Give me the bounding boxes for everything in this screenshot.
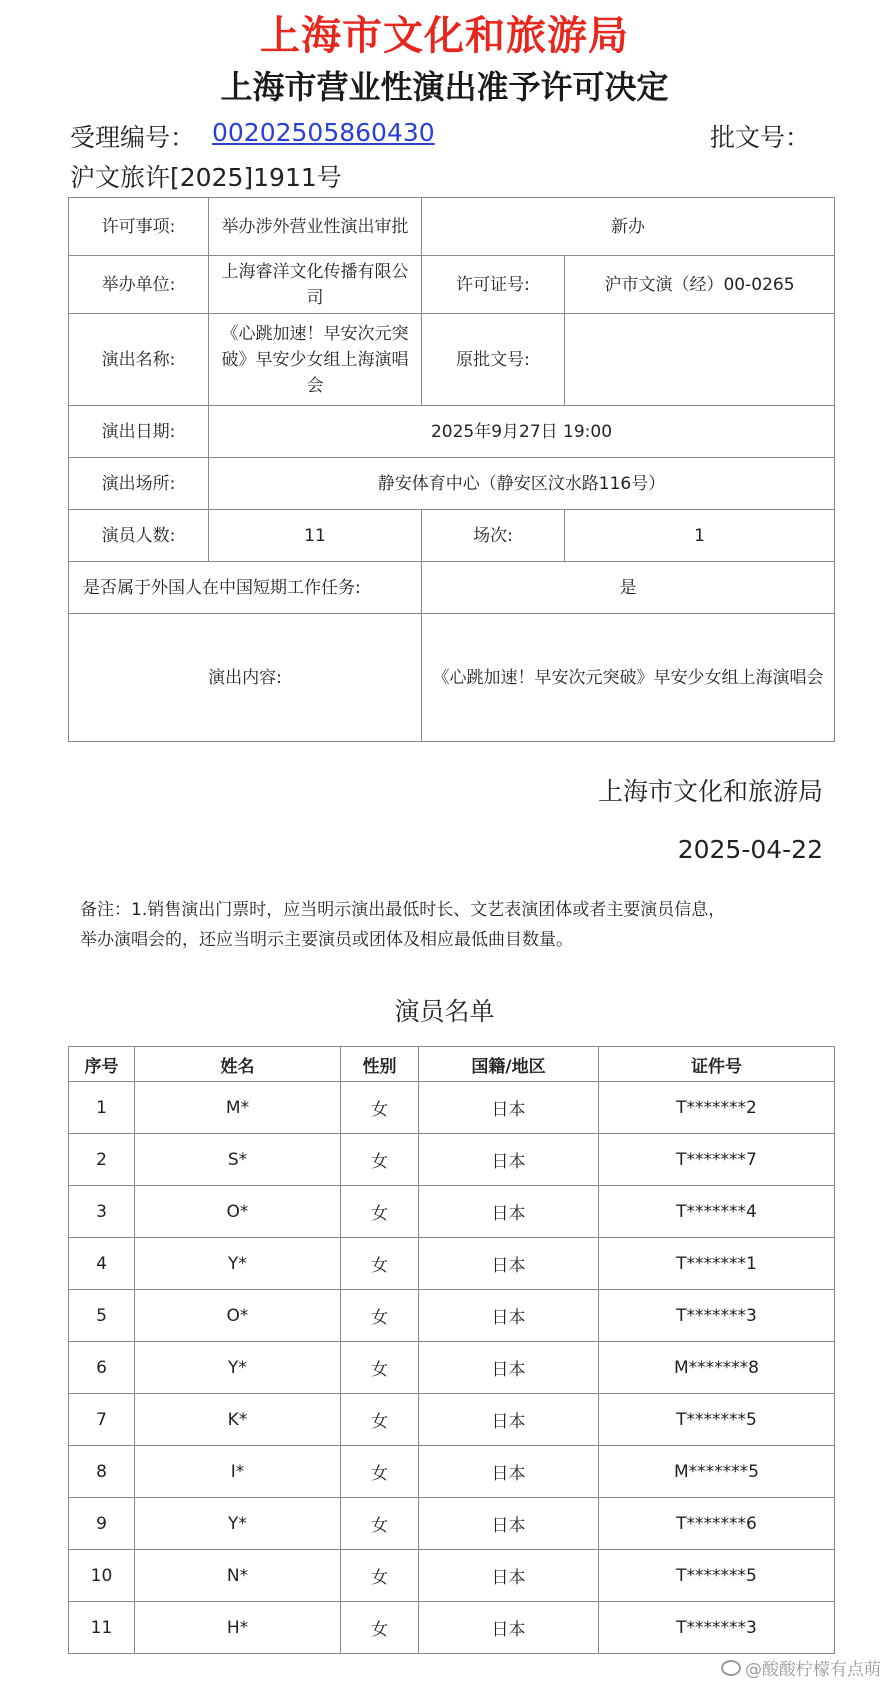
issuing-authority-title: 上海市文化和旅游局 xyxy=(260,13,629,59)
cell-id-number: T*******3 xyxy=(599,1290,835,1342)
col-header-nationality: 国籍/地区 xyxy=(419,1047,599,1082)
remarks xyxy=(80,895,820,955)
organizer-value: 上海睿洋文化传播有限公司 xyxy=(209,256,422,314)
sessions-label: 场次: xyxy=(422,510,565,562)
venue-label: 演出场所: xyxy=(69,458,209,510)
roster-header-row xyxy=(69,1047,835,1082)
performer-roster-title: 演员名单 xyxy=(394,997,495,1026)
cell-id-number: T*******1 xyxy=(599,1238,835,1290)
watermark xyxy=(721,1655,881,1680)
cell-nationality: 日本 xyxy=(419,1134,599,1186)
table-row xyxy=(69,1186,835,1238)
cell-gender: 女 xyxy=(341,1238,419,1290)
cell-nationality: 日本 xyxy=(419,1082,599,1134)
foreign-work-value: 是 xyxy=(422,562,835,614)
cell-nationality: 日本 xyxy=(419,1238,599,1290)
cell-gender: 女 xyxy=(341,1186,419,1238)
cell-name: O* xyxy=(135,1186,341,1238)
cell-gender: 女 xyxy=(341,1498,419,1550)
cell-gender: 女 xyxy=(341,1082,419,1134)
table-row xyxy=(69,1082,835,1134)
cell-index: 2 xyxy=(69,1134,135,1186)
cell-index: 4 xyxy=(69,1238,135,1290)
cell-index: 11 xyxy=(69,1602,135,1654)
performer-count-label: 演员人数: xyxy=(69,510,209,562)
cell-nationality: 日本 xyxy=(419,1602,599,1654)
weibo-icon xyxy=(721,1660,741,1676)
col-header-index: 序号 xyxy=(69,1047,135,1082)
permit-item-value: 举办涉外营业性演出审批 xyxy=(209,198,422,256)
sessions-value: 1 xyxy=(565,510,835,562)
table-row xyxy=(69,1394,835,1446)
cell-name: O* xyxy=(135,1290,341,1342)
cell-nationality: 日本 xyxy=(419,1290,599,1342)
cell-nationality: 日本 xyxy=(419,1342,599,1394)
organizer-label: 举办单位: xyxy=(69,256,209,314)
cell-index: 6 xyxy=(69,1342,135,1394)
show-content-value: 《心跳加速！早安次元突破》早安少女组上海演唱会 xyxy=(422,614,835,742)
permit-item-label: 许可事项: xyxy=(69,198,209,256)
table-row xyxy=(69,1134,835,1186)
remarks-line-2: 举办演唱会的，还应当明示主要演员或团体及相应最低曲目数量。 xyxy=(80,930,573,950)
watermark-text: @酸酸柠檬有点萌 xyxy=(745,1660,881,1680)
show-date-value: 2025年9月27日 19:00 xyxy=(209,406,835,458)
approval-number: 沪文旅许[2025]1911号 xyxy=(70,163,342,192)
cell-id-number: T*******5 xyxy=(599,1394,835,1446)
cell-index: 1 xyxy=(69,1082,135,1134)
show-name-value: 《心跳加速！早安次元突破》早安少女组上海演唱会 xyxy=(209,314,422,406)
table-row xyxy=(69,1498,835,1550)
cell-index: 10 xyxy=(69,1550,135,1602)
signing-date: 2025-04-22 xyxy=(677,835,823,864)
show-name-label: 演出名称: xyxy=(69,314,209,406)
cell-index: 9 xyxy=(69,1498,135,1550)
cell-gender: 女 xyxy=(341,1394,419,1446)
cell-index: 8 xyxy=(69,1446,135,1498)
cell-index: 7 xyxy=(69,1394,135,1446)
table-row xyxy=(69,1290,835,1342)
original-approval-value xyxy=(565,314,835,406)
cell-name: N* xyxy=(135,1550,341,1602)
cell-gender: 女 xyxy=(341,1550,419,1602)
cell-id-number: T*******6 xyxy=(599,1498,835,1550)
cell-id-number: M*******5 xyxy=(599,1446,835,1498)
cell-index: 5 xyxy=(69,1290,135,1342)
cell-id-number: T*******2 xyxy=(599,1082,835,1134)
cell-name: Y* xyxy=(135,1238,341,1290)
performer-count-value: 11 xyxy=(209,510,422,562)
acceptance-number-label: 受理编号： xyxy=(70,123,196,152)
table-row xyxy=(69,1602,835,1654)
signing-authority: 上海市文化和旅游局 xyxy=(597,777,823,806)
venue-value: 静安体育中心（静安区汶水路116号） xyxy=(209,458,835,510)
cell-id-number: T*******7 xyxy=(599,1134,835,1186)
show-date-label: 演出日期: xyxy=(69,406,209,458)
permit-info-table xyxy=(68,197,835,742)
cell-name: H* xyxy=(135,1602,341,1654)
cell-name: Y* xyxy=(135,1342,341,1394)
performer-roster-table xyxy=(68,1046,835,1654)
cell-gender: 女 xyxy=(341,1290,419,1342)
permit-type: 新办 xyxy=(422,198,835,256)
cell-nationality: 日本 xyxy=(419,1550,599,1602)
cell-gender: 女 xyxy=(341,1134,419,1186)
cell-id-number: T*******5 xyxy=(599,1550,835,1602)
cell-nationality: 日本 xyxy=(419,1498,599,1550)
col-header-id-number: 证件号 xyxy=(599,1047,835,1082)
cell-nationality: 日本 xyxy=(419,1186,599,1238)
approval-number-label: 批文号： xyxy=(710,123,811,152)
cell-name: Y* xyxy=(135,1498,341,1550)
cell-name: I* xyxy=(135,1446,341,1498)
cell-name: S* xyxy=(135,1134,341,1186)
acceptance-number-link[interactable]: 00202505860430 xyxy=(212,118,435,147)
cell-nationality: 日本 xyxy=(419,1394,599,1446)
table-row xyxy=(69,1238,835,1290)
col-header-name: 姓名 xyxy=(135,1047,341,1082)
cell-gender: 女 xyxy=(341,1602,419,1654)
license-label: 许可证号: xyxy=(422,256,565,314)
cell-name: K* xyxy=(135,1394,341,1446)
table-row xyxy=(69,1446,835,1498)
cell-gender: 女 xyxy=(341,1446,419,1498)
cell-id-number: M*******8 xyxy=(599,1342,835,1394)
cell-nationality: 日本 xyxy=(419,1446,599,1498)
table-row xyxy=(69,1342,835,1394)
cell-name: M* xyxy=(135,1082,341,1134)
original-approval-label: 原批文号: xyxy=(422,314,565,406)
cell-index: 3 xyxy=(69,1186,135,1238)
license-value: 沪市文演（经）00-0265 xyxy=(565,256,835,314)
cell-gender: 女 xyxy=(341,1342,419,1394)
document-title: 上海市营业性演出准予许可决定 xyxy=(220,68,669,106)
show-content-label: 演出内容: xyxy=(69,614,422,742)
col-header-gender: 性别 xyxy=(341,1047,419,1082)
cell-id-number: T*******3 xyxy=(599,1602,835,1654)
table-row xyxy=(69,1550,835,1602)
cell-id-number: T*******4 xyxy=(599,1186,835,1238)
foreign-work-label: 是否属于外国人在中国短期工作任务: xyxy=(69,562,422,614)
remarks-line-1: 备注：1.销售演出门票时，应当明示演出最低时长、文艺表演团体或者主要演员信息， xyxy=(80,900,726,920)
